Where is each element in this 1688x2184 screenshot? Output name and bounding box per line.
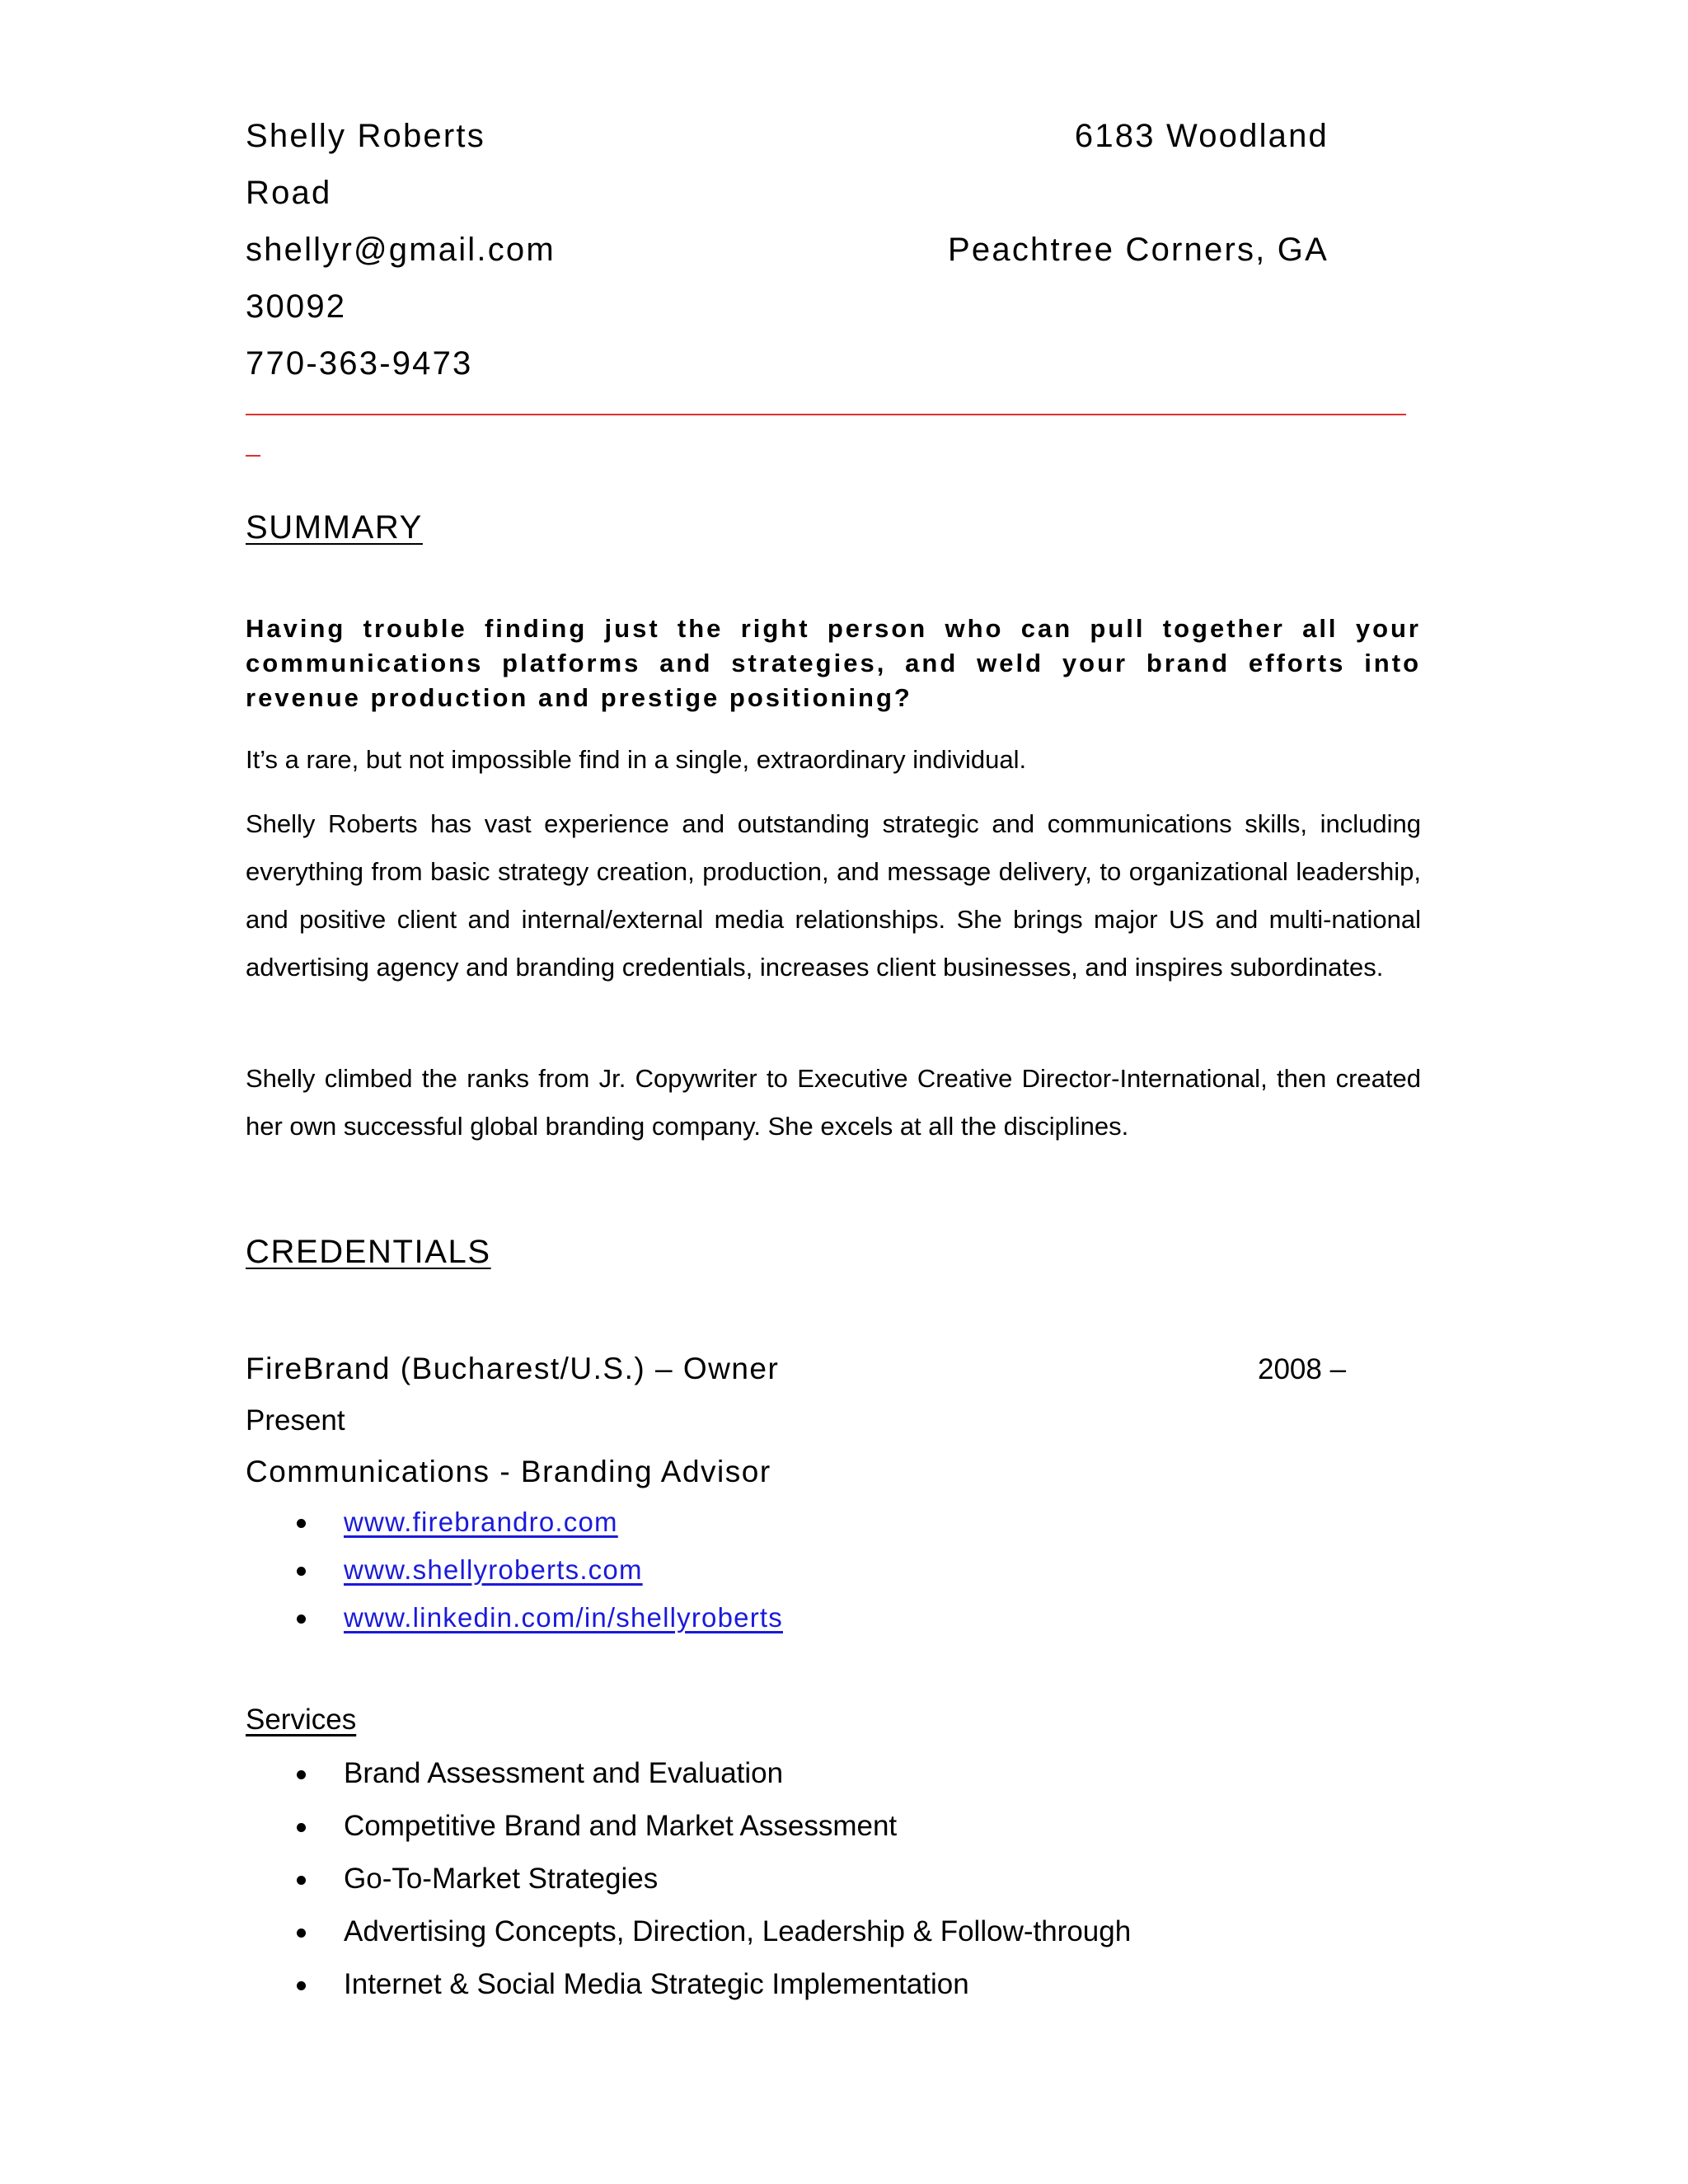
address-line-1-wrap: Road bbox=[246, 175, 332, 211]
list-item: Competitive Brand and Market Assessment bbox=[246, 1800, 1131, 1853]
phone-number: 770-363-9473 bbox=[246, 345, 473, 382]
header-divider-tail bbox=[246, 455, 260, 457]
contact-row-1 bbox=[246, 108, 1421, 165]
address-line-1: 6183 Woodland bbox=[1074, 118, 1329, 154]
list-item: Internet & Social Media Strategic Implementation bbox=[246, 1958, 1131, 2011]
address-line-2-wrap: 30092 bbox=[246, 288, 347, 325]
summary-paragraph-3: Shelly climbed the ranks from Jr. Copywriter to Executive Creative Director-International, then created her own successful global branding company. She excels at all the disciplines. bbox=[246, 1064, 1421, 1141]
services-heading: Services bbox=[246, 1704, 357, 1736]
header-divider bbox=[246, 414, 1406, 415]
job-employer: FireBrand (Bucharest/U.S.) – Owner bbox=[246, 1352, 780, 1385]
email-address[interactable]: shellyr@gmail.com bbox=[246, 232, 556, 268]
link-list bbox=[246, 1498, 783, 1642]
list-item bbox=[246, 1594, 783, 1642]
list-item: Advertising Concepts, Direction, Leadership & Follow-through bbox=[246, 1905, 1131, 1958]
contact-header bbox=[246, 108, 1421, 392]
summary-lead: Having trouble finding just the right person who can pull together all your communications platforms and strategies, and weld your brand efforts into revenue production and prestige positioning? bbox=[246, 614, 1421, 712]
firebrand-link[interactable]: www.firebrandro.com bbox=[344, 1507, 618, 1537]
job-date-start: 2008 – bbox=[1258, 1353, 1347, 1385]
summary-paragraph-1: It’s a rare, but not impossible find in a single, extraordinary individual. bbox=[246, 745, 1027, 774]
credentials-heading: CREDENTIALS bbox=[246, 1234, 491, 1270]
contact-row-2 bbox=[246, 222, 1421, 279]
services-list bbox=[246, 1747, 1131, 2011]
resume-page bbox=[246, 0, 1421, 2184]
candidate-name: Shelly Roberts bbox=[246, 118, 485, 154]
linkedin-link[interactable]: www.linkedin.com/in/shellyroberts bbox=[344, 1602, 783, 1633]
job-role: Communications - Branding Advisor bbox=[246, 1455, 771, 1488]
list-item: Brand Assessment and Evaluation bbox=[246, 1747, 1131, 1800]
shellyroberts-link[interactable]: www.shellyroberts.com bbox=[344, 1554, 643, 1585]
address-line-2: Peachtree Corners, GA bbox=[948, 232, 1329, 268]
list-item bbox=[246, 1546, 783, 1594]
list-item: Go-To-Market Strategies bbox=[246, 1853, 1131, 1905]
summary-heading: SUMMARY bbox=[246, 509, 423, 546]
summary-paragraph-2: Shelly Roberts has vast experience and outstanding strategic and communications skills, including everything from basic strategy creation, production, and message delivery, to organizational leadership, and positive client and internal/external media relationships. She brings major US and multi-national advertising agency and branding credentials, increases client businesses, and inspires subordinates. bbox=[246, 809, 1421, 982]
job-date-end: Present bbox=[246, 1404, 345, 1436]
list-item bbox=[246, 1498, 783, 1546]
